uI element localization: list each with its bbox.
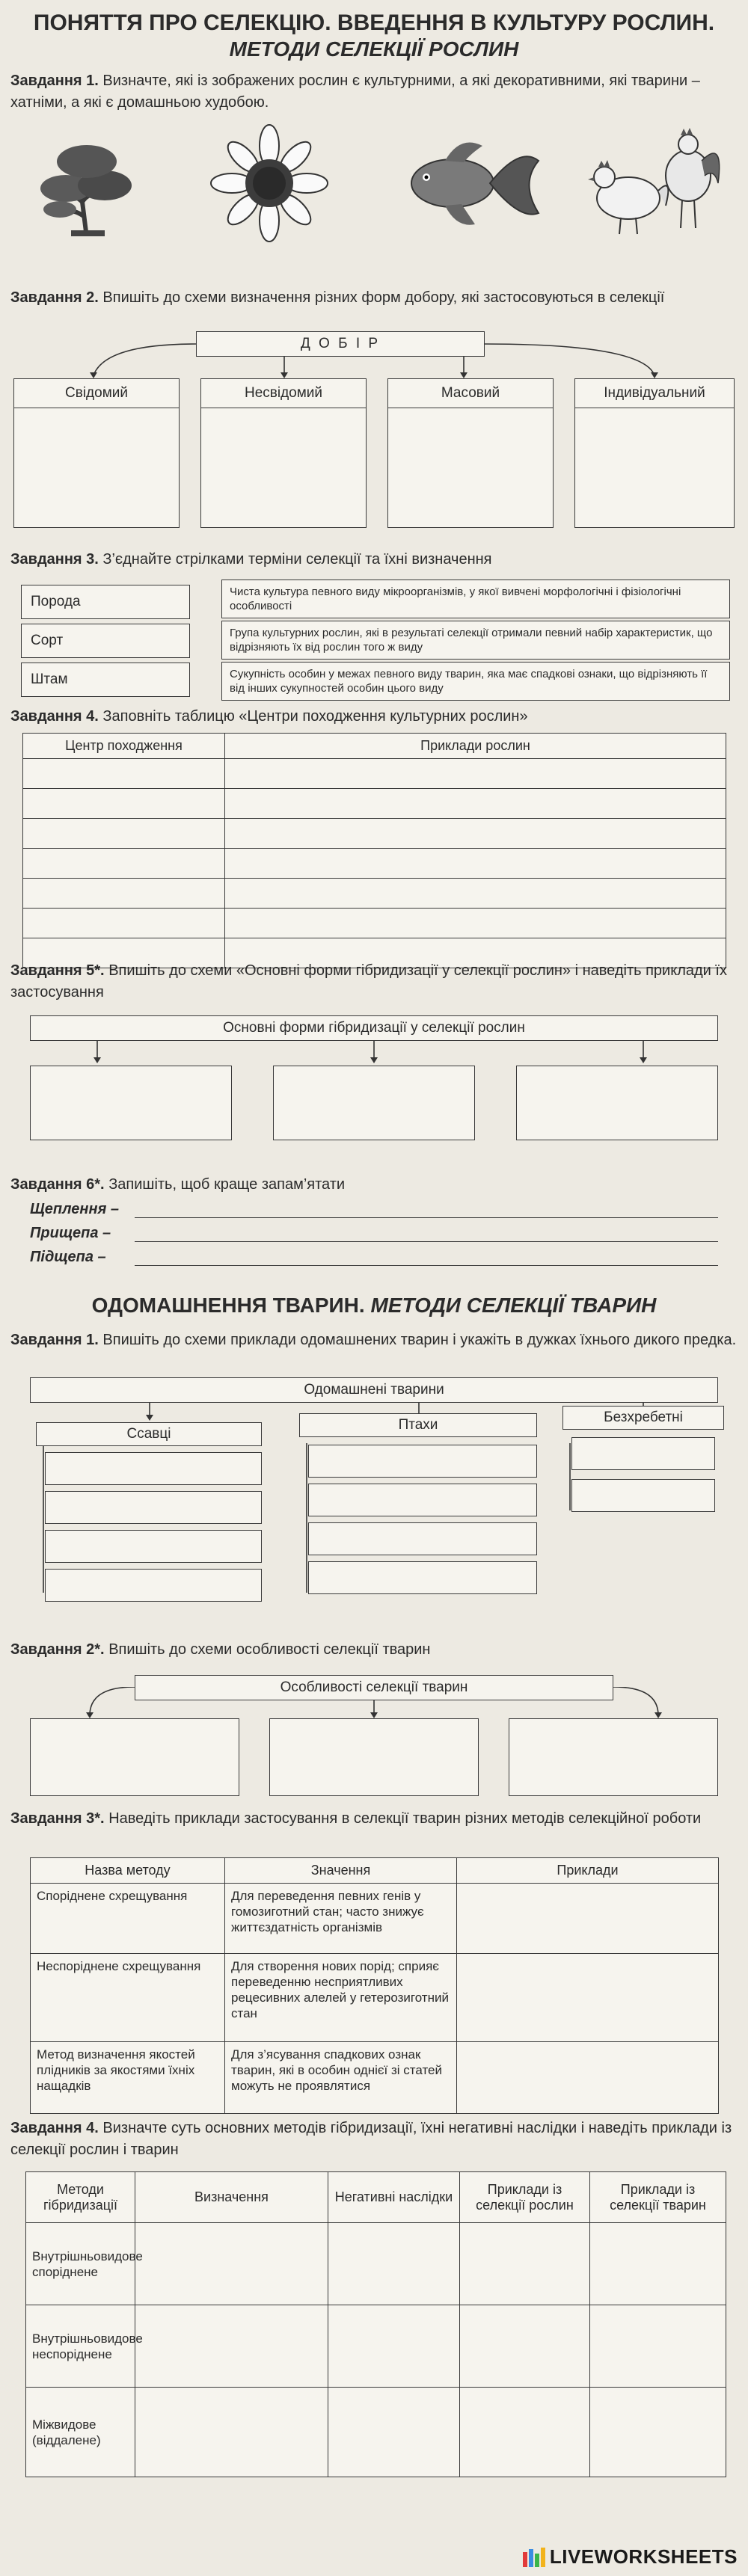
- definition-breed[interactable]: Сукупність особин у межах певного виду тварин, яка має спадкові ознаки, що відрізняють її від інших сукупностей особин цього виду: [221, 662, 730, 701]
- task1-instruction: [10, 70, 738, 114]
- section2-title-italic: МЕТОДИ СЕЛЕКЦІЇ ТВАРИН: [370, 1294, 657, 1317]
- answer-cell[interactable]: [328, 2223, 460, 2305]
- header-negative-effects: Негативні наслідки: [328, 2172, 460, 2223]
- invertebrate-answer-box[interactable]: [571, 1479, 715, 1512]
- answer-cell[interactable]: [135, 2223, 328, 2305]
- invertebrate-answer-box[interactable]: [571, 1437, 715, 1470]
- table-cell[interactable]: [23, 879, 225, 909]
- task2-3-instruction: [10, 1808, 738, 1830]
- form-unconscious-label: Несвідомий: [200, 378, 367, 408]
- task2-label: Завдання 2.: [10, 289, 99, 306]
- definition-variety[interactable]: Група культурних рослин, які в результаті селекції отримали певний набір характеристик, що відрізняють їх від рослин того ж виду: [221, 621, 730, 660]
- table-cell[interactable]: [225, 849, 726, 879]
- task5-text: Впишіть до схеми «Основні форми гібридизації у селекції рослин» і наведіть приклади їх застосування: [10, 962, 727, 1000]
- form-mass-label: Масовий: [387, 378, 554, 408]
- goldfish-icon: [400, 131, 542, 236]
- method-meaning-cell: Для переведення певних генів у гомозиготний стан; часто знижує життєздатність організмів: [225, 1884, 457, 1954]
- answer-cell[interactable]: [590, 2223, 726, 2305]
- bird-answer-box[interactable]: [308, 1561, 537, 1594]
- selection-root-box: Д О Б І Р: [196, 331, 485, 357]
- hybridization-method-cell: Внутрішньовидове неспоріднене: [26, 2305, 135, 2388]
- hybridization-form-box[interactable]: [516, 1066, 718, 1140]
- task2-instruction: [10, 287, 738, 309]
- task2-4-label: Завдання 4.: [10, 2120, 99, 2136]
- answer-cell[interactable]: [135, 2305, 328, 2388]
- table-cell[interactable]: [23, 789, 225, 819]
- hybridization-root-box: Основні форми гібридизації у селекції рослин: [30, 1015, 718, 1041]
- mammal-answer-box[interactable]: [45, 1530, 262, 1563]
- animal-selection-feature-box[interactable]: [269, 1718, 479, 1796]
- answer-cell[interactable]: [590, 2388, 726, 2477]
- mammal-answer-box[interactable]: [45, 1569, 262, 1602]
- hybridization-form-box[interactable]: [273, 1066, 475, 1140]
- chickens-icon: [576, 123, 726, 243]
- definition-strain[interactable]: Чиста культура певного виду мікроорганізмів, у якої вивчені морфологічні і фізіологічні особливості: [221, 580, 730, 618]
- header-plant-examples: Приклади рослин: [225, 734, 726, 759]
- task2-4-instruction: [10, 2118, 738, 2161]
- table-cell[interactable]: [225, 759, 726, 789]
- hybridization-method-cell: Міжвидове (віддалене): [26, 2388, 135, 2477]
- section-title: ПОНЯТТЯ ПРО СЕЛЕКЦІЮ. ВВЕДЕННЯ В КУЛЬТУРУ РОСЛИН.: [33, 10, 715, 35]
- task4-instruction: [10, 706, 738, 728]
- section-subtitle: МЕТОДИ СЕЛЕКЦІЇ РОСЛИН: [229, 37, 519, 61]
- header-plant-examples: Приклади із селекції рослин: [460, 2172, 590, 2223]
- group-mammals: Ссавці: [36, 1422, 262, 1446]
- answer-cell[interactable]: [328, 2388, 460, 2477]
- task6-label: Завдання 6*.: [10, 1176, 105, 1193]
- task2-3-text: Наведіть приклади застосування в селекції тварин різних методів селекційної роботи: [108, 1810, 702, 1827]
- task3-text: З’єднайте стрілками терміни селекції та їхні визначення: [102, 551, 492, 568]
- task2-2-label: Завдання 2*.: [10, 1641, 105, 1658]
- task4-text: Заповніть таблицю «Центри походження культурних рослин»: [102, 708, 528, 725]
- table-cell[interactable]: [23, 909, 225, 938]
- liveworksheets-logo: [523, 2545, 738, 2569]
- task1-label: Завдання 1.: [10, 73, 99, 89]
- task5-label: Завдання 5*.: [10, 962, 105, 979]
- answer-cell[interactable]: [328, 2305, 460, 2388]
- method-name-cell: Метод визначення якостей плідників за якостями їхніх нащадків: [31, 2042, 225, 2114]
- task5-instruction: [10, 960, 738, 1003]
- group-birds: Птахи: [299, 1413, 537, 1437]
- liveworksheets-brand: LIVEWORKSHEETS: [549, 2545, 738, 2568]
- method-meaning-cell: Для з’ясування спадкових ознак тварин, які в особин однієї зі статей можуть не проявлятися: [225, 2042, 457, 2114]
- method-examples-cell[interactable]: [457, 1884, 719, 1954]
- answer-cell[interactable]: [460, 2223, 590, 2305]
- header-examples: Приклади: [457, 1858, 719, 1884]
- method-name-cell: Неспоріднене схрещування: [31, 1954, 225, 2042]
- task3-instruction: [10, 549, 738, 571]
- animal-selection-feature-box[interactable]: [509, 1718, 718, 1796]
- term-strain[interactable]: Штам: [21, 663, 190, 697]
- mammal-answer-box[interactable]: [45, 1452, 262, 1485]
- table-cell[interactable]: [225, 819, 726, 849]
- domestic-animals-root-box: Одомашнені тварини: [30, 1377, 718, 1403]
- hybridization-method-cell: Внутрішньовидове споріднене: [26, 2223, 135, 2305]
- term-variety[interactable]: Сорт: [21, 624, 190, 658]
- task2-1-text: Впишіть до схеми приклади одомашнених тварин і укажіть в дужках їхнього дикого предка.: [102, 1332, 737, 1348]
- form-individual-label: Індивідуальний: [574, 378, 735, 408]
- term-breed[interactable]: Порода: [21, 585, 190, 619]
- group-invertebrates: Безхребетні: [562, 1406, 724, 1430]
- bird-answer-box[interactable]: [308, 1522, 537, 1555]
- rootstock-answer-line[interactable]: [135, 1265, 718, 1266]
- rootstock-term: Підщепа –: [30, 1249, 106, 1265]
- hybridization-methods-table: [25, 2171, 726, 2477]
- task2-1-instruction: [10, 1330, 738, 1351]
- header-method-name: Назва методу: [31, 1858, 225, 1884]
- table-cell[interactable]: [225, 789, 726, 819]
- task2-2-instruction: [10, 1639, 738, 1661]
- method-meaning-cell: Для створення нових порід; сприяє переведенню несприятливих рецесивних алелей у гетерозиготний стан: [225, 1954, 457, 2042]
- task2-1-label: Завдання 1.: [10, 1332, 99, 1348]
- answer-cell[interactable]: [460, 2388, 590, 2477]
- header-hybridization-methods: Методи гібридизації: [26, 2172, 135, 2223]
- header-meaning: Значення: [225, 1858, 457, 1884]
- grafting-answer-line[interactable]: [135, 1217, 718, 1218]
- grafting-term: Щеплення –: [30, 1201, 120, 1217]
- task2-text: Впишіть до схеми визначення різних форм добору, які застосовуються в селекції: [102, 289, 665, 306]
- method-name-cell: Споріднене схрещування: [31, 1884, 225, 1954]
- task1-text: Визначте, які із зображених рослин є культурними, а які декоративними, які тварини – хатніми, а які є домашньою худобою.: [10, 73, 700, 111]
- scion-answer-line[interactable]: [135, 1241, 718, 1242]
- task4-label: Завдання 4.: [10, 708, 99, 725]
- sunflower-icon: [202, 123, 337, 243]
- form-conscious-label: Свідомий: [13, 378, 180, 408]
- bird-answer-box[interactable]: [308, 1484, 537, 1516]
- section2-title-main: ОДОМАШНЕННЯ ТВАРИН.: [91, 1294, 365, 1317]
- liveworksheets-logo-icon: [523, 2548, 545, 2567]
- section2-title: [0, 1294, 748, 1318]
- task6-text: Запишіть, щоб краще запам’ятати: [108, 1176, 346, 1193]
- task2-3-label: Завдання 3*.: [10, 1810, 105, 1827]
- animal-selection-methods-table: [30, 1857, 719, 2114]
- method-examples-cell[interactable]: [457, 2042, 719, 2114]
- answer-cell[interactable]: [590, 2305, 726, 2388]
- origin-centers-table: [22, 733, 726, 968]
- bonsai-tree-icon: [30, 127, 142, 239]
- table-cell[interactable]: [23, 819, 225, 849]
- table-cell[interactable]: [225, 879, 726, 909]
- header-definition: Визначення: [135, 2172, 328, 2223]
- method-examples-cell[interactable]: [457, 1954, 719, 2042]
- table-cell[interactable]: [23, 759, 225, 789]
- task2-arrows: [0, 329, 748, 381]
- task5-arrows: [0, 1039, 748, 1066]
- scion-term: Прищепа –: [30, 1225, 111, 1241]
- answer-cell[interactable]: [460, 2305, 590, 2388]
- header-animal-examples: Приклади із селекції тварин: [590, 2172, 726, 2223]
- task2-2-text: Впишіть до схеми особливості селекції тварин: [108, 1641, 431, 1658]
- animal-selection-feature-box[interactable]: [30, 1718, 239, 1796]
- answer-cell[interactable]: [135, 2388, 328, 2477]
- animal-selection-root-box: Особливості селекції тварин: [135, 1675, 613, 1700]
- hybridization-form-box[interactable]: [30, 1066, 232, 1140]
- task6-instruction: [10, 1174, 738, 1196]
- task2-4-text: Визначте суть основних методів гібридизації, їхні негативні наслідки і наведіть приклади із селекції рослин і тварин: [10, 2120, 732, 2158]
- header-origin-center: Центр походження: [23, 734, 225, 759]
- bird-answer-box[interactable]: [308, 1445, 537, 1478]
- mammal-answer-box[interactable]: [45, 1491, 262, 1524]
- table-cell[interactable]: [225, 909, 726, 938]
- task3-label: Завдання 3.: [10, 551, 99, 568]
- table-cell[interactable]: [23, 849, 225, 879]
